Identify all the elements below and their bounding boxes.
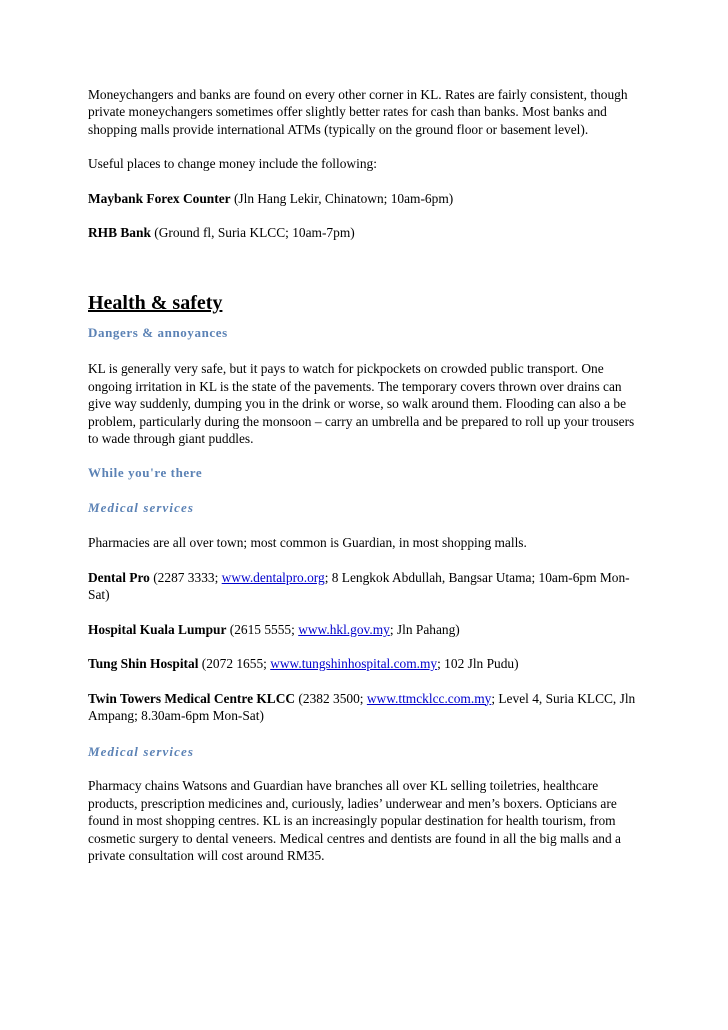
pharmacy-chains-paragraph: Pharmacy chains Watsons and Guardian have branches all over KL selling toiletries, healthcare products, prescription medicines and, curiously, ladies’ underwear and men’s boxers. Opticians are found in most shopping centres. KL is an increasingly popular destination for health tourism, from cosmetic surgery to dental veneers. Medical centres and dentists are found in all the big malls and a private consultation will cost around RM35. xyxy=(88,778,621,863)
maybank-name: Maybank Forex Counter xyxy=(88,190,231,206)
twin-towers-entry xyxy=(88,690,644,725)
hkl-name: Hospital Kuala Lumpur xyxy=(88,621,227,637)
medical-services-heading-1: Medical services xyxy=(88,500,195,516)
pharmacies-paragraph: Pharmacies are all over town; most common is Guardian, in most shopping malls. xyxy=(88,535,527,551)
dental-pro-link[interactable]: www.dentalpro.org xyxy=(221,569,325,585)
document-page xyxy=(88,86,644,864)
dental-pro-address: ; 8 Lengkok Abdullah, Bangsar Utama; 10am-6pm Mon-Sat) xyxy=(88,569,630,603)
tung-shin-entry xyxy=(88,655,644,672)
while-heading: While you're there xyxy=(88,465,203,481)
hkl-link[interactable]: www.hkl.gov.my xyxy=(298,621,390,637)
rhb-name: RHB Bank xyxy=(88,225,151,241)
rhb-details: (Ground fl, Suria KLCC; 10am-7pm) xyxy=(150,225,355,241)
tung-shin-name: Tung Shin Hospital xyxy=(88,656,199,672)
maybank-details: (Jln Hang Lekir, Chinatown; 10am-6pm) xyxy=(230,190,454,206)
hkl-address: ; Jln Pahang) xyxy=(389,621,460,637)
twin-towers-address: ; Level 4, Suria KLCC, Jln Ampang; 8.30am-6pm Mon-Sat) xyxy=(88,690,636,723)
tung-shin-link[interactable]: www.tungshinhospital.com.my xyxy=(270,656,438,672)
health-safety-heading: Health & safety xyxy=(88,292,223,315)
dental-pro-phone: (2287 3333; xyxy=(149,569,222,585)
twin-towers-name: Twin Towers Medical Centre KLCC xyxy=(88,690,296,706)
rhb-entry xyxy=(88,224,644,241)
hkl-entry xyxy=(88,621,644,638)
dangers-paragraph: KL is generally very safe, but it pays to watch for pickpockets on crowded public transport. One ongoing irritation in KL is the state of the pavements. The temporary covers thrown over drains can give way suddenly, dumping you in the drink or worse, so walk around them. Flooding can also a be problem, particularly during the monsoon – carry an umbrella and be prepared to roll up your trousers to wade through giant puddles. xyxy=(88,361,635,447)
useful-places-paragraph: Useful places to change money include the following: xyxy=(88,156,377,172)
dental-pro-entry xyxy=(88,569,644,604)
tung-shin-address: ; 102 Jln Pudu) xyxy=(437,656,519,672)
maybank-entry xyxy=(88,190,644,207)
dental-pro-name: Dental Pro xyxy=(88,569,150,585)
hkl-phone: (2615 5555; xyxy=(226,621,299,637)
tung-shin-phone: (2072 1655; xyxy=(198,656,271,672)
twin-towers-phone: (2382 3500; xyxy=(295,690,367,706)
medical-services-heading-2: Medical services xyxy=(88,744,195,760)
dangers-heading: Dangers & annoyances xyxy=(88,325,228,341)
intro-paragraph: Moneychangers and banks are found on every other corner in KL. Rates are fairly consistent, though private moneychangers sometimes offer slightly better rates for cash than banks. Most banks and shopping malls provide international ATMs (typically on the ground floor or basement level). xyxy=(88,87,628,137)
twin-towers-link[interactable]: www.ttmcklcc.com.my xyxy=(366,690,492,706)
